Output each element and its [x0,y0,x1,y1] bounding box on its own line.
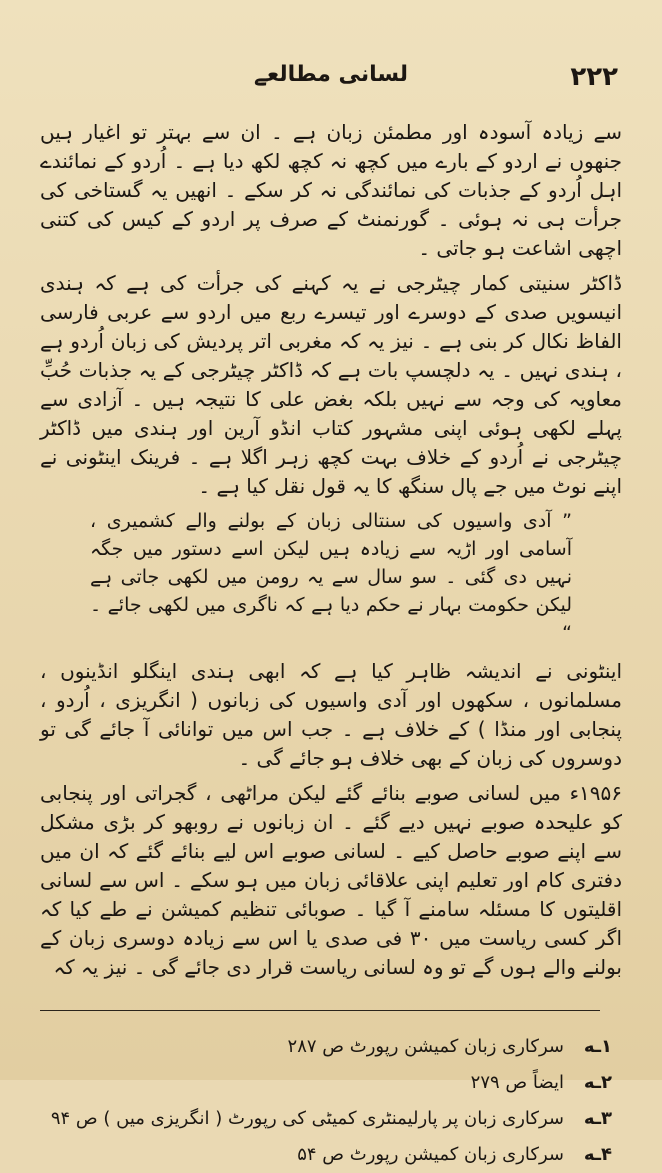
footnote-text: سرکاری زبان کمیشن رپورٹ ص ۲۸۷ [287,1036,564,1057]
footnote-mark: ۳ـه [583,1108,612,1129]
page-header [40,52,622,94]
paragraph: اینٹونی نے اندیشہ ظاہر کیا ہے کہ ابھی ہندی اینگلو انڈینوں ، مسلمانوں ، سکھوں اور آدی واسیوں کی زبانوں ( انگریزی ، اُردو ، پنجابی اور منڈا ) کے خلاف ہے ۔ جب اس میں توانائی آ جائے گی تو دوسروں کی زبان کے بھی خلاف ہو جائے گی ۔ [40,659,622,770]
paragraph: ۱۹۵۶ء میں لسانی صوبے بنائے گئے لیکن مراٹھی ، گجراتی اور پنجابی کو علیحدہ صوبے نہیں دیے گئے ۔ ان زبانوں نے روبھو کر بڑی مشکل سے اپنے صوبے حاصل کیے ۔ لسانی صوبے اس لیے بنائے گئے کہ ان میں دفتری کام اور تعلیم اپنی علاقائی زبان میں ہو سکے ۔ اس سے لسانی اقلیتوں کا مسئلہ سامنے آ گیا ۔ صوبائی تنظیم کمیشن نے طے کیا کہ اگر کسی ریاست میں ۳۰ فی صدی یا اس سے زیادہ دوسری زبان کے بولنے والے ہوں گے تو وہ لسانی ریاست قرار دی جائے گی ۔ نیز یہ کہ [40,781,623,979]
footnote [40,1065,612,1101]
running-title: لسانی مطالعے [254,62,408,87]
paragraph: سے زیادہ آسودہ اور مطمئن زبان ہے ۔ ان سے بہتر تو اغیار ہیں جنھوں نے اردو کے بارے میں کچھ نہ کچھ لکھ دیا ہے ۔ اُردو کے نمائندے اہل اُردو کے جذبات کی نمائندگی نہ کر سکے ۔ انھیں یہ گستاخی کی جرأت ہی نہ ہوئی ۔ گورنمنٹ کے صرف پر اردو کے کیس کی کتنی اچھی اشاعت ہو جاتی ۔ [40,120,622,260]
footnote-divider [40,1010,600,1011]
footnote-mark: ۱ـه [583,1036,612,1057]
footnote-mark: ۲ـه [583,1072,612,1093]
page-number: ۲۲۲ [570,62,618,92]
footnote [40,1029,612,1065]
body-text [40,118,622,982]
footnote [40,1101,612,1137]
footnote-mark: ۴ـه [583,1144,612,1165]
footnote-text: سرکاری زبان کمیشن رپورٹ ص ۵۴ [297,1144,564,1165]
footnote [40,1137,612,1173]
paragraph: ڈاکٹر سنیتی کمار چیٹرجی نے یہ کہنے کی جرأت کی ہے کہ ہندی انیسویں صدی کے دوسرے اور تیسرے ربع میں اردو سے عربی فارسی الفاظ نکال کر بنی ہے ۔ نیز یہ کہ مغربی اتر پردیش کی زبان اُردو ہے ، ہندی نہیں ۔ یہ دلچسپ بات ہے کہ ڈاکٹر چیٹرجی کے یہ جذبات حُبِّ معاویہ کی وجہ سے نہیں بلکہ بغض علی کا نتیجہ ہیں ۔ آزادی سے پہلے لکھی ہوئی اپنی مشہور کتاب انڈو آرین اور ہندی میں ڈاکٹر چیٹرجی نے اُردو کے خلاف بہت کچھ زہر اگلا ہے ۔ فرینک اینٹونی نے اپنے نوٹ میں جے پال سنگھ کا یہ قول نقل کیا ہے ۔ [40,271,622,498]
footnotes [40,1029,622,1173]
footnote-text: ایضاً ص ۲۷۹ [470,1072,564,1093]
block-quote: ” آدی واسیوں کی سنتالی زبان کے بولنے والے کشمیری ، آسامی اور اڑیہ سے زیادہ ہیں لیکن اسے دستور میں جگہ نہیں دی گئی ۔ سو سال سے یہ رومن میں لکھی جاتی ہے لیکن حکومت بہار نے حکم دیا ہے کہ ناگری میں لکھی جائے ۔ “ [90,510,572,644]
footnote-text: سرکاری زبان پر پارلیمنٹری کمیٹی کی رپورٹ ( انگریزی میں ) ص ۹۴ [50,1108,564,1129]
